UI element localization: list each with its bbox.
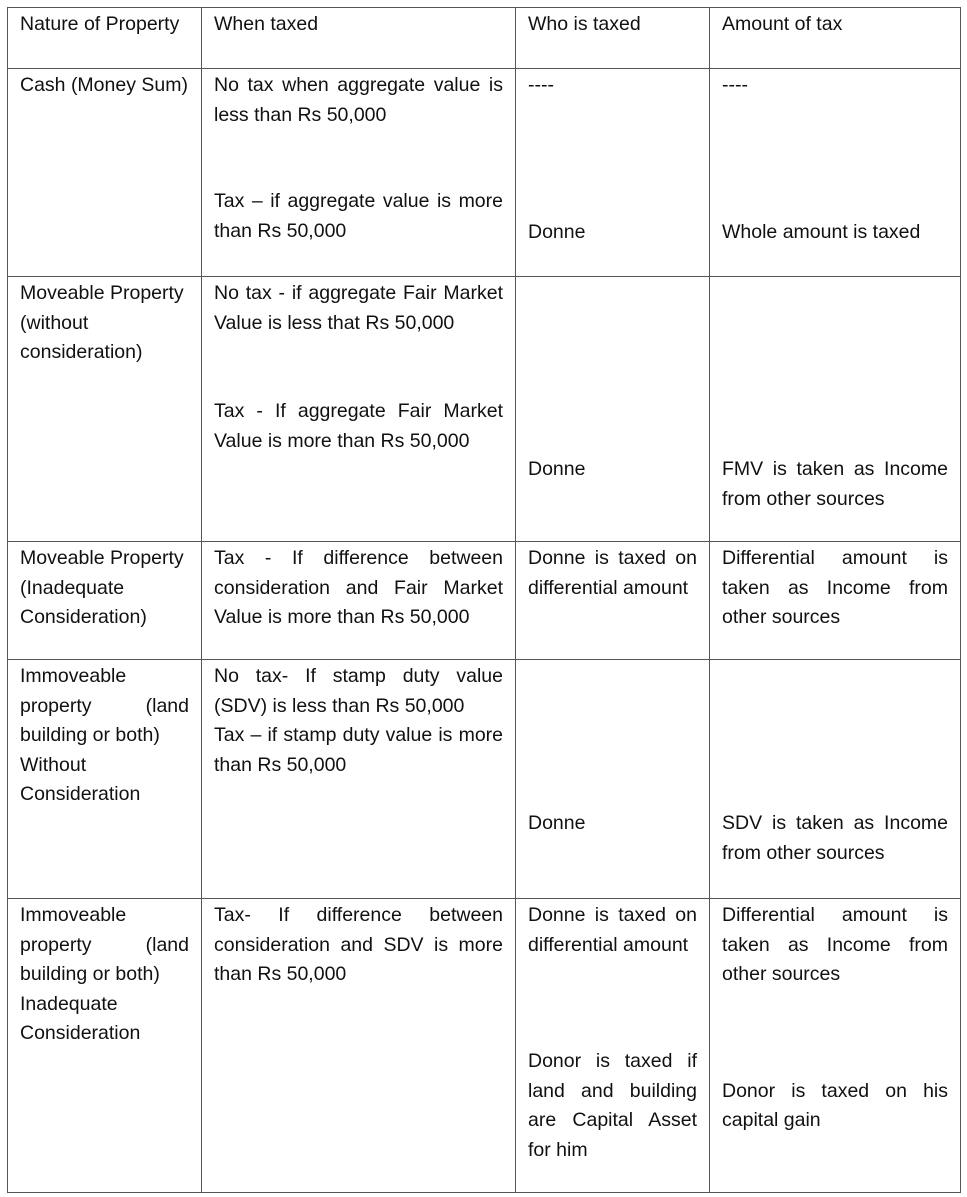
nature-text: Immoveable property (land building or both) [20, 904, 189, 985]
when-cell [202, 660, 516, 899]
when-no-tax: No tax when aggregate value is less than Rs 50,000 [214, 74, 503, 126]
nature-cell [8, 277, 202, 542]
table-row [8, 69, 961, 277]
when-cell [202, 277, 516, 542]
who-no-tax: ---- [528, 74, 554, 96]
nature-text: Immoveable property (land building or both) [20, 665, 189, 746]
amount-no-tax: ---- [722, 74, 748, 96]
nature-subtext: Without Consideration [20, 753, 141, 805]
who-text: Donne [528, 812, 586, 834]
who-cell [516, 542, 710, 660]
who-donne: Donne is taxed on differential amount [528, 904, 697, 956]
nature-text: Cash (Money Sum) [20, 74, 188, 96]
header-when: When taxed [202, 8, 516, 69]
nature-cell [8, 69, 202, 277]
amount-text: Differential amount is taken as Income from other sources [722, 547, 948, 628]
when-cell [202, 69, 516, 277]
amount-cell [710, 660, 961, 899]
nature-cell [8, 899, 202, 1193]
when-tax: Tax – if stamp duty value is more than Rs 50,000 [214, 724, 503, 776]
amount-cell [710, 542, 961, 660]
nature-subtext: Inadequate Consideration [20, 992, 141, 1044]
nature-text: Moveable Property (Inadequate Consideration) [20, 547, 184, 628]
table-row [8, 899, 961, 1193]
who-cell [516, 660, 710, 899]
who-text: Donne is taxed on differential amount [528, 547, 697, 599]
header-amount: Amount of tax [710, 8, 961, 69]
when-tax: Tax - If aggregate Fair Market Value is more than Rs 50,000 [214, 400, 503, 452]
who-donor: Donor is taxed if land and building are Capital Asset for him [528, 1050, 697, 1161]
amount-cell [710, 899, 961, 1193]
who-text: Donne [528, 458, 586, 480]
header-who: Who is taxed [516, 8, 710, 69]
who-cell [516, 899, 710, 1193]
when-cell [202, 899, 516, 1193]
when-cell [202, 542, 516, 660]
amount-donne: Differential amount is taken as Income from other sources [722, 904, 948, 985]
table-row [8, 542, 961, 660]
amount-text: FMV is taken as Income from other sources [722, 458, 948, 510]
amount-tax: Whole amount is taxed [722, 220, 921, 243]
when-no-tax: No tax- If stamp duty value (SDV) is less than Rs 50,000 [214, 665, 503, 717]
header-nature: Nature of Property [8, 8, 202, 69]
table-row [8, 660, 961, 899]
when-text: Tax- If difference between consideration and SDV is more than Rs 50,000 [214, 904, 503, 985]
amount-donor: Donor is taxed on his capital gain [722, 1079, 948, 1131]
tax-table [7, 7, 961, 1193]
nature-text: Moveable Property (without consideration) [20, 282, 184, 363]
nature-cell [8, 660, 202, 899]
header-row [8, 8, 961, 69]
who-cell [516, 277, 710, 542]
amount-text: SDV is taken as Income from other sources [722, 812, 948, 864]
amount-cell [710, 69, 961, 277]
when-no-tax: No tax - if aggregate Fair Market Value is less that Rs 50,000 [214, 282, 503, 334]
table-row [8, 277, 961, 542]
when-tax: Tax – if aggregate value is more than Rs 50,000 [214, 190, 503, 242]
amount-cell [710, 277, 961, 542]
who-cell [516, 69, 710, 277]
when-text: Tax - If difference between consideration and Fair Market Value is more than Rs 50,000 [214, 547, 503, 628]
nature-cell [8, 542, 202, 660]
who-tax: Donne [528, 220, 586, 243]
